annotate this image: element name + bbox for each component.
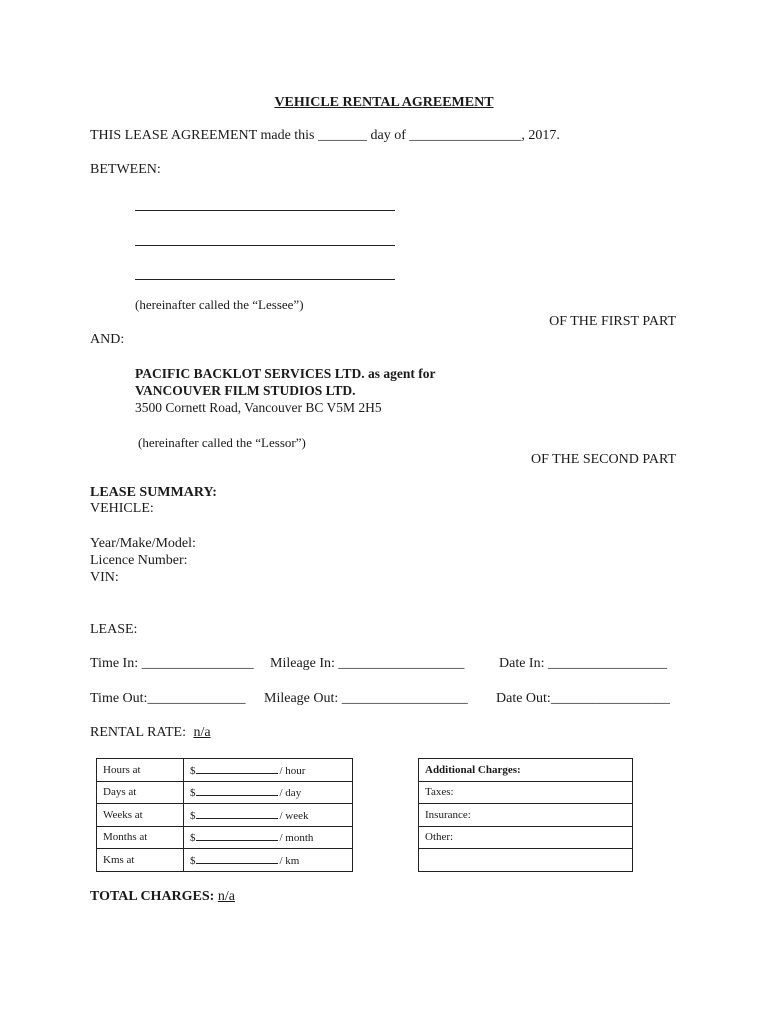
lessor-note: (hereinafter called the “Lessor”) (138, 435, 306, 450)
currency-symbol: $ (190, 809, 196, 822)
currency-symbol: $ (190, 764, 196, 777)
total-charges-value: n/a (217, 889, 235, 904)
vehicle-label: VEHICLE: (90, 501, 154, 516)
rate-label: Kms at (97, 849, 184, 872)
intro-line: THIS LEASE AGREEMENT made this _______ day of ________________, 2017. (90, 128, 560, 143)
rate-label: Hours at (97, 759, 184, 782)
time-in-field[interactable]: Time In: ________________ (90, 656, 254, 671)
mileage-in-field[interactable]: Mileage In: __________________ (270, 656, 465, 671)
rate-row (97, 849, 353, 872)
lease-label: LEASE: (90, 622, 138, 637)
rate-label: Months at (97, 826, 184, 849)
rate-amount-blank[interactable] (196, 853, 278, 864)
year-make-model-label: Year/Make/Model: (90, 536, 196, 551)
rate-amount-blank[interactable] (196, 830, 278, 841)
rate-amount-cell[interactable] (184, 804, 353, 827)
rate-amount-blank[interactable] (196, 763, 278, 774)
charge-cell[interactable]: Other: (419, 826, 633, 849)
charges-row (419, 849, 633, 872)
total-charges-row (90, 888, 235, 905)
charge-cell[interactable]: Insurance: (419, 804, 633, 827)
lessor-address: 3500 Cornett Road, Vancouver BC V5M 2H5 (135, 400, 382, 415)
time-out-field[interactable]: Time Out:______________ (90, 691, 246, 706)
rate-row (97, 826, 353, 849)
licence-number-label: Licence Number: (90, 553, 188, 568)
lessee-line-2[interactable] (135, 245, 395, 246)
rate-label: Weeks at (97, 804, 184, 827)
date-in-field[interactable]: Date In: _________________ (499, 656, 667, 671)
lessee-line-3[interactable] (135, 279, 395, 280)
date-out-field[interactable]: Date Out:_________________ (496, 691, 670, 706)
lessor-name-line-1: PACIFIC BACKLOT SERVICES LTD. as agent for (135, 366, 436, 381)
additional-charges-heading: Additional Charges: (419, 759, 633, 782)
charge-cell[interactable] (419, 849, 633, 872)
first-part-label: OF THE FIRST PART (549, 314, 676, 329)
rate-unit: / month (279, 832, 314, 845)
rate-amount-blank[interactable] (196, 785, 278, 796)
vin-label: VIN: (90, 570, 119, 585)
second-part-label: OF THE SECOND PART (530, 452, 676, 467)
lessee-line-1[interactable] (135, 210, 395, 211)
rate-unit: / hour (279, 764, 306, 777)
and-label: AND: (90, 332, 125, 347)
currency-symbol: $ (190, 832, 196, 845)
total-charges-label: TOTAL CHARGES: (90, 889, 215, 904)
rate-unit: / km (279, 854, 300, 867)
rate-unit: / day (279, 787, 302, 800)
charges-header-row (419, 759, 633, 782)
charge-cell[interactable]: Taxes: (419, 781, 633, 804)
rate-row (97, 804, 353, 827)
rate-amount-cell[interactable] (184, 849, 353, 872)
document-title: VEHICLE RENTAL AGREEMENT (274, 95, 494, 110)
charges-row (419, 826, 633, 849)
rate-row (97, 759, 353, 782)
rate-row (97, 781, 353, 804)
rental-rate-row (90, 724, 211, 741)
lessor-name-line-2: VANCOUVER FILM STUDIOS LTD. (135, 383, 356, 398)
rate-label: Days at (97, 781, 184, 804)
rate-amount-cell[interactable] (184, 826, 353, 849)
additional-charges-table (418, 758, 633, 872)
currency-symbol: $ (190, 787, 196, 800)
rate-amount-blank[interactable] (196, 808, 278, 819)
between-label: BETWEEN: (90, 162, 161, 177)
rate-table (96, 758, 353, 872)
currency-symbol: $ (190, 854, 196, 867)
rate-amount-cell[interactable] (184, 759, 353, 782)
charges-row (419, 781, 633, 804)
lessee-note: (hereinafter called the “Lessee”) (135, 297, 304, 312)
rental-rate-value: n/a (193, 725, 211, 740)
mileage-out-field[interactable]: Mileage Out: __________________ (264, 691, 468, 706)
charges-row (419, 804, 633, 827)
rate-unit: / week (279, 809, 309, 822)
rental-rate-label: RENTAL RATE: (90, 725, 186, 740)
rate-amount-cell[interactable] (184, 781, 353, 804)
lease-summary-heading: LEASE SUMMARY: (90, 485, 217, 500)
